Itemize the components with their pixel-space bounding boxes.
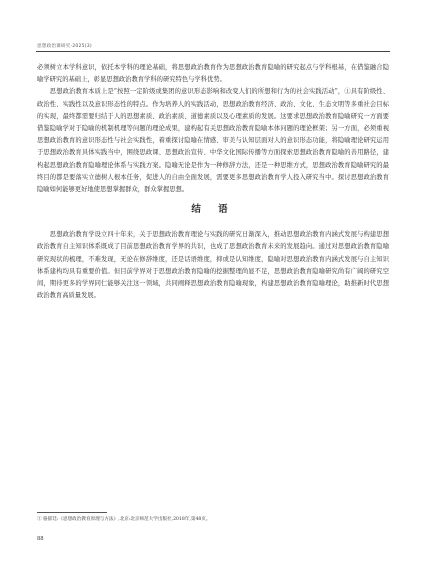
- section-title: 结 语: [191, 204, 235, 216]
- page-number: 88: [37, 536, 44, 542]
- footnote-rule: [37, 512, 107, 513]
- header-rule: [36, 51, 390, 52]
- conclusion-paragraph: 思想政治教育学设立四十年来，关于思想政治教育理论与实践的研究日渐深入，推动思想政治教育内涵式发展与构建思想政治教育自主知识体系既成了目前思想政治教育学界的共识，也成了思想政治教育未来的发展趋向。通过对思想政治教育隐喻研究现状的梳理，不难发现，无论在修辞维度，还是话语维度，抑或是认知维度，隐喻对思想政治教育内涵式发展与自主知识体系建构均具有重要价值。但目前学界对于思想政治教育隐喻的挖掘整理尚显不足，思想政治教育隐喻研究尚有广阔的研究空间，期待更多的学界同仁能够关注这一领域，共同阐释思想政治教育隐喻现象，构建思想政治教育隐喻理论，助推新时代思想政治教育高质量发展。: [37, 231, 389, 300]
- body-paragraph: 必须树立本学科意识，依托本学科的理论基础，将思想政治教育作为思想政治教育隐喻的研究起点与学科根基，在借鉴融合隐喻学研究的基础上，彰显思想政治教育学科的研究特色与学科优势。: [37, 64, 389, 84]
- running-head: 思想政治课研究·2025(3): [37, 44, 92, 49]
- body-content: [37, 62, 389, 302]
- footnote: ① 骆郁廷:《思想政治教育原理与方法》,北京:北京师范大学出版社,2018年,第48页。: [37, 517, 211, 522]
- body-paragraph: 思想政治教育本质上是“按照一定阶级或集团的意识形态影响和改变人们的所想和行为的社会实践活动”，①具有阶级性、政治性、实践性以及意识形态性的特点。作为培养人的实践活动，思想政治教育经济、政治、文化、生态文明等多重社会目标的实现，最终都需要归结于人的思想素质、政治素质、道德素质以及心理素质的发展。这要求思想政治教育隐喻研究一方面要借鉴隐喻学对于隐喻的机制机理等问题的理论成果，建构起有关思想政治教育隐喻本体问题的理论框架；另一方面，必须重视思想政治教育的意识形态性与社会实践性，着重探讨隐喻在情感、审美与认知层面对人的意识形态功能，将隐喻理论研究运用于思想政治教育具体实践当中，围绕思政课、思想政治宣传、中华文化国际传播等方面探索思想政治教育隐喻的善用路径，建构起思想政治教育隐喻理论体系与实践方案。隐喻无论是作为一种修辞方法，还是一种思维方式，思想政治教育隐喻研究的最终目的都是要落实立德树人根本任务，促进人的自由全面发展，需要更多思想政治教育学人投入研究当中。探讨思想政治教育隐喻如何能够更好地使思想掌握群众，群众掌握思想。: [37, 88, 389, 194]
